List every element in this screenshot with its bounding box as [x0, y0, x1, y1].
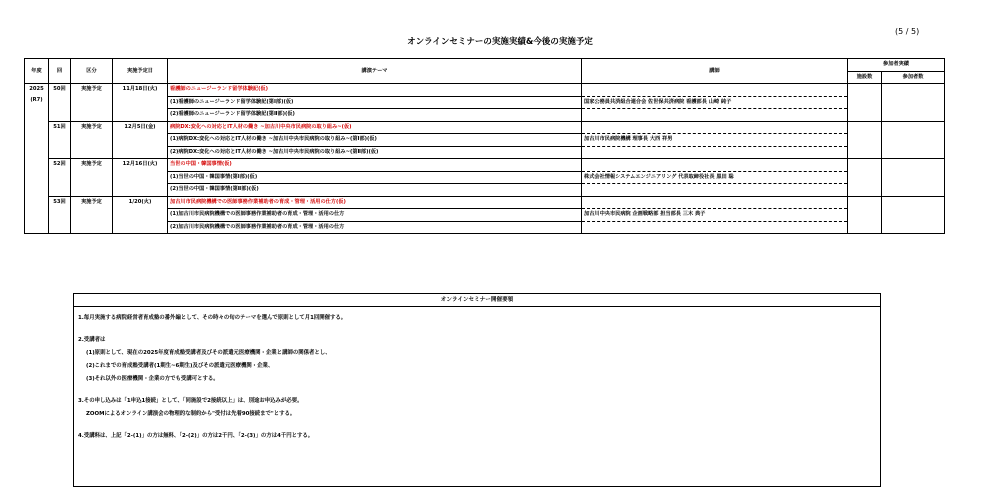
header-date: 実施予定日 [113, 59, 168, 84]
table-row [25, 209, 945, 222]
header-facilities: 施設数 [848, 71, 882, 84]
lecturer-cell: 株式会社情報システムエンジニアリング 代表取締役社長 黒田 聡 [582, 171, 848, 184]
page-number: (5 / 5) [895, 27, 920, 36]
session-number: 51回 [49, 121, 71, 134]
session-number: 50回 [49, 84, 71, 97]
guideline-line: (3)それ以外の医療機関・企業の方でも受講可とする。 [86, 376, 219, 382]
table-row [25, 121, 945, 134]
header-attendance: 参加者実績 [848, 59, 945, 72]
table-row [25, 184, 945, 197]
guideline-line: 2.受講者は [78, 337, 106, 343]
date-cell: 1/20(火) [113, 196, 168, 209]
category-cell: 実施予定 [71, 159, 113, 172]
theme-sub: (2)当世の中国・韓国事情(第Ⅱ部)(仮) [168, 184, 582, 197]
theme-sub: (1)加古川市民病院機構での医師事務作業補助者の育成・管理・活用の仕方 [168, 209, 582, 222]
table-row [25, 196, 945, 209]
guidelines-body [74, 307, 880, 443]
session-number: 52回 [49, 159, 71, 172]
guideline-line: (1)原則として、現在の2025年度育成塾受講者及びその派遣元医療機関・企業と講師の関係者とし、 [86, 350, 331, 356]
page-title: オンラインセミナーの実施実績&今後の実施予定 [407, 37, 593, 47]
table-row [25, 159, 945, 172]
guideline-line: (2)これまでの育成塾受講者(1期生~6期生)及びその派遣元医療機関・企業、 [86, 363, 274, 369]
table-row [25, 171, 945, 184]
theme-sub: (1)病院DX:変化への対応とIT人材の働き ~加古川中央市民病院の取り組み~(第Ⅰ部)(仮) [168, 134, 582, 147]
header-theme: 講演テーマ [168, 59, 582, 84]
header-participants: 参加者数 [882, 71, 945, 84]
lecturer-cell: 加古川市民病院機構 理事長 大西 祥男 [582, 134, 848, 147]
category-cell: 実施予定 [71, 196, 113, 209]
year-era: (R7) [30, 97, 43, 103]
header-category: 区分 [71, 59, 113, 84]
theme-main: 病院DX:変化への対応とIT人材の働き ~加古川中央市民病院の取り組み~(仮) [168, 121, 582, 134]
theme-sub: (2)看護師のニュージーランド留学体験記(第Ⅱ部)(仮) [168, 109, 582, 122]
theme-main: 看護師のニュージーランド留学体験記(仮) [168, 84, 582, 97]
date-cell: 12月16日(火) [113, 159, 168, 172]
seminar-guidelines-box [73, 293, 881, 487]
theme-sub: (1)看護師のニュージーランド留学体験記(第Ⅰ部)(仮) [168, 96, 582, 109]
lecturer-cell: 国家公務員共済組合連合会 佐世保共済病院 看護部長 山崎 純子 [582, 96, 848, 109]
table-row [25, 221, 945, 234]
guideline-line: ZOOMによるオンライン講演会の物理的な制約から"受付は先着90接続まで"とする。 [86, 411, 296, 417]
theme-main: 加古川市民病院機構での医師事務作業補助者の育成・管理・活用の仕方(仮) [168, 196, 582, 209]
guideline-line: 3.その申し込みは「1申込1接続」として、「同施設で2接続以上」は、別途お申込みが必要。 [78, 398, 303, 404]
seminar-schedule-table [24, 58, 945, 234]
date-cell: 11月18日(火) [113, 84, 168, 97]
category-cell: 実施予定 [71, 121, 113, 134]
guidelines-title: オンラインセミナー開催要領 [74, 294, 880, 307]
year-value: 2025 [29, 86, 44, 92]
header-session: 回 [49, 59, 71, 84]
table-row [25, 109, 945, 122]
table-row [25, 134, 945, 147]
table-row [25, 84, 945, 97]
year-cell [25, 84, 49, 234]
date-cell: 12月5日(金) [113, 121, 168, 134]
guideline-line: 4.受講料は、上記「2-(1)」の方は無料、「2-(2)」の方は2千円、「2-(3)」の方は4千円とする。 [78, 433, 314, 439]
lecturer-cell: 加古川中央市民病院 企画戦略部 担当部長 三木 典子 [582, 209, 848, 222]
theme-sub: (1)当世の中国・韓国事情(第Ⅰ部)(仮) [168, 171, 582, 184]
table-row [25, 96, 945, 109]
guideline-line: 1.毎月実施する病院経営者育成塾の番外編として、その時々の旬のテーマを選んで原則として月1回開催する。 [78, 315, 347, 321]
table-row [25, 146, 945, 159]
theme-sub: (2)病院DX:変化への対応とIT人材の働き ~加古川中央市民病院の取り組み~(第Ⅱ部)(仮) [168, 146, 582, 159]
theme-main: 当世の中国・韓国事情(仮) [168, 159, 582, 172]
session-number: 53回 [49, 196, 71, 209]
theme-sub: (2)加古川市民病院機構での医師事務作業補助者の育成・管理・活用の仕方 [168, 221, 582, 234]
header-lecturer: 講師 [582, 59, 848, 84]
header-year: 年度 [25, 59, 49, 84]
category-cell: 実施予定 [71, 84, 113, 97]
